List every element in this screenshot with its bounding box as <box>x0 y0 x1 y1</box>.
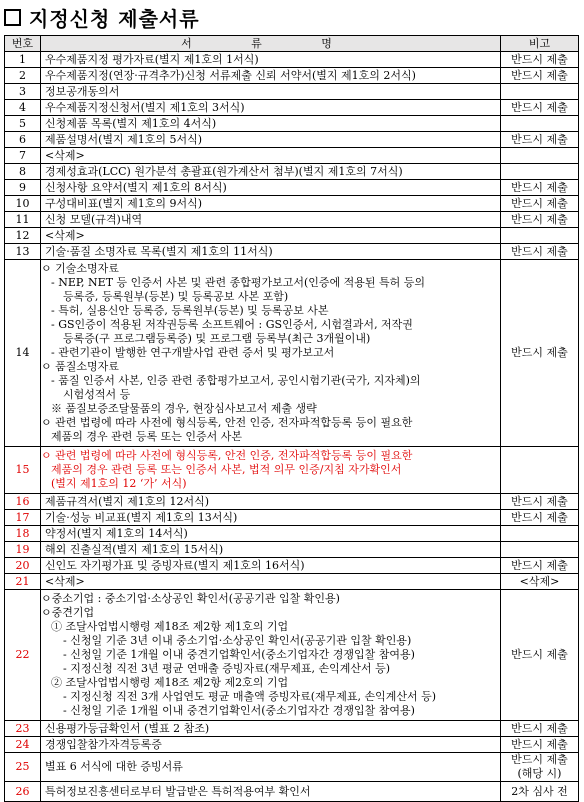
row-number: 21 <box>5 574 41 590</box>
table-row <box>5 244 579 260</box>
row-doc: 우수제품지정(연장·규격추가)신청 서류제출 신뢰 서약서(별지 제1호의 2서식) <box>41 68 501 84</box>
row-doc: 별표 6 서식에 대한 증빙서류 <box>41 753 501 782</box>
row14-line: - 품질 인증서 사본, 인증 관련 종합평가보고서, 공인시험기관(국가, 지자체)의 <box>51 374 421 387</box>
row-number: 1 <box>5 52 41 68</box>
table-row <box>5 116 579 132</box>
row-number: 23 <box>5 721 41 737</box>
row-number: 22 <box>5 590 41 721</box>
table-row <box>5 196 579 212</box>
row15-line: (별지 제1호의 12 ‘가’ 서식) <box>51 477 187 490</box>
row-note: 반드시 제출 <box>501 737 579 753</box>
table-row <box>5 753 579 782</box>
row-number: 26 <box>5 782 41 802</box>
row-doc: 경제성효과(LCC) 원가분석 총괄표(원가계산서 첨부)(별지 제1호의 7서식) <box>41 164 501 180</box>
row-number: 6 <box>5 132 41 148</box>
row-doc-22 <box>41 590 501 721</box>
row-note: 반드시 제출 <box>501 721 579 737</box>
row14-line: 제품의 경우 관련 등록 또는 인증서 사본 <box>51 430 242 443</box>
row-doc: 해외 진출실적(별지 제1호의 15서식) <box>41 542 501 558</box>
row-note <box>501 164 579 180</box>
row-note: <삭제> <box>501 574 579 590</box>
row-doc: 신청 모델(규격)내역 <box>41 212 501 228</box>
page-title <box>4 3 200 31</box>
row-number: 12 <box>5 228 41 244</box>
row-doc: 신청제품 목록(별지 제1호의 4서식) <box>41 116 501 132</box>
row14-line: 시험성적서 등 <box>63 388 131 401</box>
row-note: 반드시 제출 <box>501 510 579 526</box>
row14-line: - NEP, NET 등 인증서 사본 및 관련 종합평가보고서(인증에 적용된 특허 등의 <box>51 276 426 289</box>
row-note <box>501 116 579 132</box>
row-note <box>501 447 579 494</box>
row22-line: - 신청일 기준 3년 이내 중소기업·소상공인 확인서(공공기관 입찰 확인용) <box>63 634 412 647</box>
row22-line: ② 조달사업법시행령 제18조 제2항 제2호의 기업 <box>51 676 289 689</box>
row-number: 5 <box>5 116 41 132</box>
row-note: 반드시 제출 <box>501 558 579 574</box>
table-row <box>5 132 579 148</box>
row-doc: 신용평가등급확인서 (별표 2 참조) <box>41 721 501 737</box>
row-note: 반드시 제출 <box>501 260 579 447</box>
row-note <box>501 84 579 100</box>
document-table <box>4 35 579 802</box>
table-row <box>5 721 579 737</box>
table-row <box>5 574 579 590</box>
row22-line: - 신청일 기준 1개월 이내 중견기업확인서(중소기업자간 경쟁입찰 참여용) <box>63 648 415 661</box>
row14-line: 등록증, 등록원부(등본) 및 등록공보 사본 포함) <box>63 290 289 303</box>
row-doc: 약정서(별지 제1호의 14서식) <box>41 526 501 542</box>
row22-line: - 지정신청 직전 3년 평균 연매출 증빙자료(재무제표, 손익계산서 등) <box>63 662 391 675</box>
table-row-15 <box>5 447 579 494</box>
table-row <box>5 542 579 558</box>
row-doc: 기술·품질 소명자료 목록(별지 제1호의 11서식) <box>41 244 501 260</box>
row22-line: ① 조달사업법시행령 제18조 제2항 제1호의 기업 <box>51 620 289 633</box>
row-number: 13 <box>5 244 41 260</box>
header-no: 번호 <box>5 36 41 52</box>
row-number: 4 <box>5 100 41 116</box>
table-header-row <box>5 36 579 52</box>
page-title-text: 지정신청 제출서류 <box>29 6 200 31</box>
row14-line: ※ 품질보증조달물품의 경우, 현장심사보고서 제출 생략 <box>51 402 317 415</box>
header-note: 비고 <box>501 36 579 52</box>
row-number: 25 <box>5 753 41 782</box>
row22-line: - 지정신청 직전 3개 사업연도 평균 매출액 증빙자료(재무제표, 손익계산서 등) <box>63 690 437 703</box>
row-doc-14 <box>41 260 501 447</box>
row-doc: 우수제품지정 평가자료(별지 제1호의 1서식) <box>41 52 501 68</box>
row-note: 2차 심사 전 <box>501 782 579 802</box>
row-note: 반드시 제출 <box>501 68 579 84</box>
row-doc: 신인도 자기평가표 및 증빙자료(별지 제1호의 16서식) <box>41 558 501 574</box>
checkbox-square-icon <box>4 9 21 26</box>
row-note-line: 반드시 제출 <box>511 753 568 766</box>
row14-line: - GS인증이 적용된 저작권등록 소프트웨어 : GS인증서, 시험결과서, 저작권 <box>51 318 413 331</box>
row-doc: 특허정보진흥센터로부터 발급받은 특허적용여부 확인서 <box>41 782 501 802</box>
row-number: 11 <box>5 212 41 228</box>
row-note: 반드시 제출 <box>501 494 579 510</box>
row-note <box>501 526 579 542</box>
row-number: 2 <box>5 68 41 84</box>
table-row <box>5 737 579 753</box>
row-note: 반드시 제출 <box>501 244 579 260</box>
table-row-22 <box>5 590 579 721</box>
table-row <box>5 494 579 510</box>
row-number: 14 <box>5 260 41 447</box>
row-doc: 정보공개동의서 <box>41 84 501 100</box>
row-note <box>501 753 579 782</box>
row14-line: ㅇ 품질소명자료 <box>41 360 119 373</box>
row-note: 반드시 제출 <box>501 180 579 196</box>
row-note: 반드시 제출 <box>501 52 579 68</box>
row15-line: 제품의 경우 관련 등록 또는 인증서 사본, 법적 의무 인증/지침 자가확인서 <box>51 463 402 476</box>
row-note: 반드시 제출 <box>501 100 579 116</box>
row-note: 반드시 제출 <box>501 196 579 212</box>
row-number: 19 <box>5 542 41 558</box>
row-doc: <삭제> <box>41 148 501 164</box>
table-row <box>5 148 579 164</box>
table-row <box>5 180 579 196</box>
table-row <box>5 558 579 574</box>
row-doc: 구성대비표(별지 제1호의 9서식) <box>41 196 501 212</box>
header-doc <box>41 36 501 52</box>
row-number: 24 <box>5 737 41 753</box>
row-note <box>501 542 579 558</box>
table-row <box>5 228 579 244</box>
row-note: 반드시 제출 <box>501 590 579 721</box>
row-doc: <삭제> <box>41 228 501 244</box>
row22-line: - 신청일 기준 1개월 이내 중견기업확인서(중소기업자간 경쟁입찰 참여용) <box>63 704 415 717</box>
row-number: 7 <box>5 148 41 164</box>
header-doc-text: 서 류 명 <box>181 36 360 50</box>
row14-line: ㅇ 관련 법령에 따라 사전에 형식등록, 안전 인증, 전자파적합등록 등이 필요한 <box>41 416 413 429</box>
row-doc: 신청사항 요약서(별지 제1호의 8서식) <box>41 180 501 196</box>
table-row <box>5 100 579 116</box>
row15-line: ㅇ 관련 법령에 따라 사전에 형식등록, 안전 인증, 전자파적합등록 등이 필요한 <box>41 449 413 462</box>
row-note: 반드시 제출 <box>501 212 579 228</box>
row14-line: ㅇ 기술소명자료 <box>41 262 119 275</box>
row-note-line: (해당 시) <box>517 767 562 780</box>
row-number: 10 <box>5 196 41 212</box>
row-number: 9 <box>5 180 41 196</box>
row-doc: 기술·성능 비교표(별지 제1호의 13서식) <box>41 510 501 526</box>
row22-line: ㅇ중견기업 <box>41 606 95 619</box>
row-note <box>501 148 579 164</box>
table-row <box>5 782 579 802</box>
row-doc: 경쟁입찰참가자격등록증 <box>41 737 501 753</box>
row-number: 8 <box>5 164 41 180</box>
row-doc-15 <box>41 447 501 494</box>
row-doc: 제품규격서(별지 제1호의 12서식) <box>41 494 501 510</box>
row22-line: ㅇ중소기업 : 중소기업·소상공인 확인서(공공기관 입찰 확인용) <box>41 592 340 605</box>
row-doc: <삭제> <box>41 574 501 590</box>
row-number: 16 <box>5 494 41 510</box>
row-number: 20 <box>5 558 41 574</box>
table-row <box>5 68 579 84</box>
table-row <box>5 164 579 180</box>
row-number: 3 <box>5 84 41 100</box>
table-row-14 <box>5 260 579 447</box>
table-row <box>5 84 579 100</box>
row-note: 반드시 제출 <box>501 132 579 148</box>
table-row <box>5 526 579 542</box>
table-row <box>5 212 579 228</box>
row-doc: 제품설명서(별지 제1호의 5서식) <box>41 132 501 148</box>
table-row <box>5 52 579 68</box>
row-number: 18 <box>5 526 41 542</box>
row-number: 15 <box>5 447 41 494</box>
row-number: 17 <box>5 510 41 526</box>
row-doc: 우수제품지정신청서(별지 제1호의 3서식) <box>41 100 501 116</box>
row14-line: 등록증(구 프로그램등록증) 및 프로그램 등록부(최근 3개월이내) <box>63 332 371 345</box>
row-note <box>501 228 579 244</box>
table-row <box>5 510 579 526</box>
row14-line: - 관련기관이 발행한 연구개발사업 관련 증서 및 평가보고서 <box>51 346 335 359</box>
row14-line: - 특허, 실용신안 등록증, 등록원부(등본) 및 등록공보 사본 <box>51 304 329 317</box>
